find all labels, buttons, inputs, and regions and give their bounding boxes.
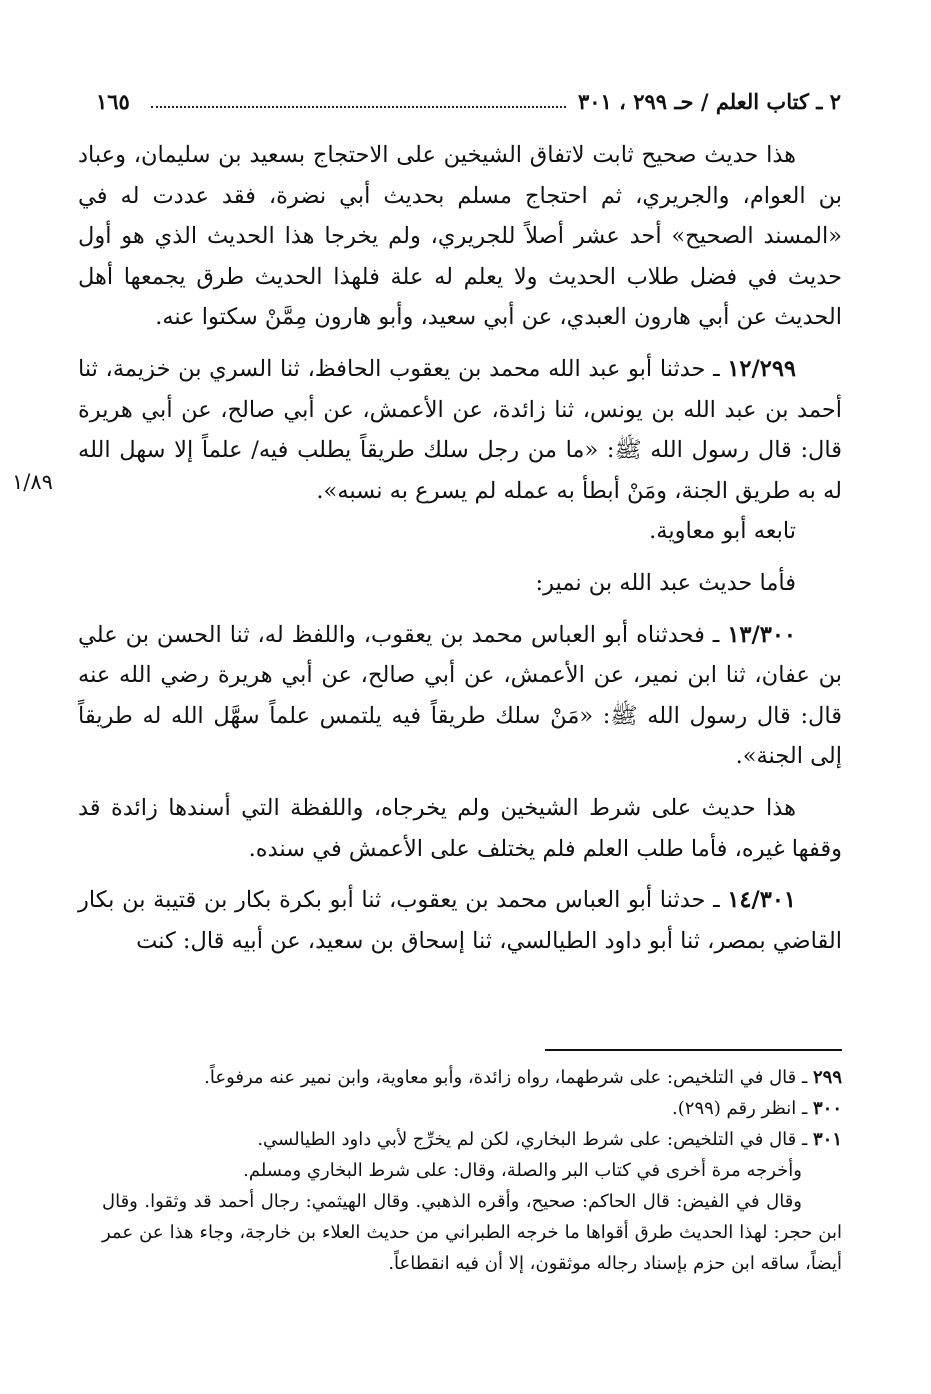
footnote-300	[102, 1093, 842, 1124]
header-title: ٢ ـ كتاب العلم / حـ ٢٩٩ ، ٣٠١	[578, 89, 841, 114]
hadith-301	[78, 880, 842, 961]
footnote-number: ٣٠٠	[812, 1098, 842, 1119]
hadith-number: ١٣/٣٠٠	[727, 621, 796, 648]
footnote-number: ٣٠١	[812, 1129, 842, 1150]
paragraph-intro: فأما حديث عبد الله بن نمير:	[535, 569, 796, 596]
footnote-301-continuation: وأخرجه مرة أخرى في كتاب البر والصلة، وقال: على شرط البخاري ومسلم.	[243, 1160, 802, 1181]
header-leader-dots	[151, 106, 566, 108]
running-header	[96, 86, 841, 118]
hadith-number: ١٢/٢٩٩	[727, 355, 796, 382]
main-text	[78, 135, 842, 961]
footnotes	[102, 1062, 842, 1279]
footnote-separator	[545, 1049, 842, 1051]
hadith-300	[78, 615, 842, 777]
footnote-text: ـ قال في التلخيص: على شرطهما، رواه زائدة، وأبو معاوية، وابن نمير عنه مرفوعاً.	[204, 1067, 813, 1088]
footnote-301-faid: وقال في الفيض: قال الحاكم: صحيح، وأقره الذهبي. وقال الهيثمي: رجال أحمد قد وثقوا. وقال ابن حجر: لهذا الحديث طرق أقواها ما خرجه الطبراني من حديث العلاء بن خارجة، وجاء هذا عن عمر أيضاً، ساقه ابن حزم بإسناد رجاله موثقون، إلا أن فيه انقطاعاً.	[102, 1191, 842, 1274]
footnote-301	[102, 1124, 842, 1155]
footnote-299	[102, 1062, 842, 1093]
footnote-number: ٢٩٩	[812, 1067, 842, 1088]
hadith-text: ـ حدثنا أبو العباس محمد بن يعقوب، ثنا أبو بكرة بكار بن قتيبة بن بكار القاضي بمصر، ثنا أبو داود الطيالسي، ثنا إسحاق بن سعيد، عن أبيه قال: كنت	[78, 887, 842, 954]
hadith-text: ـ فحدثناه أبو العباس محمد بن يعقوب، واللفظ له، ثنا الحسن بن علي بن عفان، ثنا ابن نمير، عن الأعمش، عن أبي صالح، عن أبي هريرة رضي الله عنه قال: قال رسول الله ﷺ: «مَنْ سلك طريقاً فيه يلتمس علماً سهَّل الله له طريقاً إلى الجنة».	[78, 621, 842, 770]
paragraph-commentary-2: هذا حديث على شرط الشيخين ولم يخرجاه، واللفظة التي أسندها زائدة قد وقفها غيره، فأما طلب العلم فلم يختلف على الأعمش في سنده.	[78, 794, 842, 862]
hadith-text: ـ حدثنا أبو عبد الله محمد بن يعقوب الحافظ، ثنا السري بن خزيمة، ثنا أحمد بن عبد الله بن يونس، ثنا زائدة، عن الأعمش، عن أبي صالح، عن أبي هريرة قال: قال رسول الله ﷺ: «ما من رجل سلك طريقاً يطلب فيه/ علماً إلا سهل الله له به طريق الجنة، ومَنْ أبطأ به عمله لم يسرع به نسبه».	[78, 355, 842, 504]
footnote-text: ـ قال في التلخيص: على شرط البخاري، لكن لم يخرِّج لأبي داود الطيالسي.	[257, 1129, 813, 1150]
paragraph-commentary-1: هذا حديث صحيح ثابت لاتفاق الشيخين على الاحتجاج بسعيد بن سليمان، وعباد بن العوام، والجريري، ثم احتجاج مسلم بحديث أبي نضرة، فقد عددت له في «المسند الصحيح» أحد عشر أصلاً للجريري، ولم يخرجا هذا الحديث الذي هو أول حديث في فضل طلاب الحديث ولا يعلم له علة فلهذا الحديث طرق يجمعها أهل الحديث عن أبي هارون العبدي، عن أبي سعيد، وأبو هارون مِمَّنْ سكتوا عنه.	[78, 142, 842, 331]
page-number: ١٦٥	[96, 89, 130, 114]
hadith-number: ١٤/٣٠١	[727, 887, 796, 914]
margin-reference: ١/٨٩	[12, 470, 53, 494]
hadith-299	[78, 349, 842, 511]
paragraph-follow-up: تابعه أبو معاوية.	[649, 518, 796, 545]
footnote-text: ـ انظر رقم (٢٩٩).	[672, 1098, 813, 1119]
